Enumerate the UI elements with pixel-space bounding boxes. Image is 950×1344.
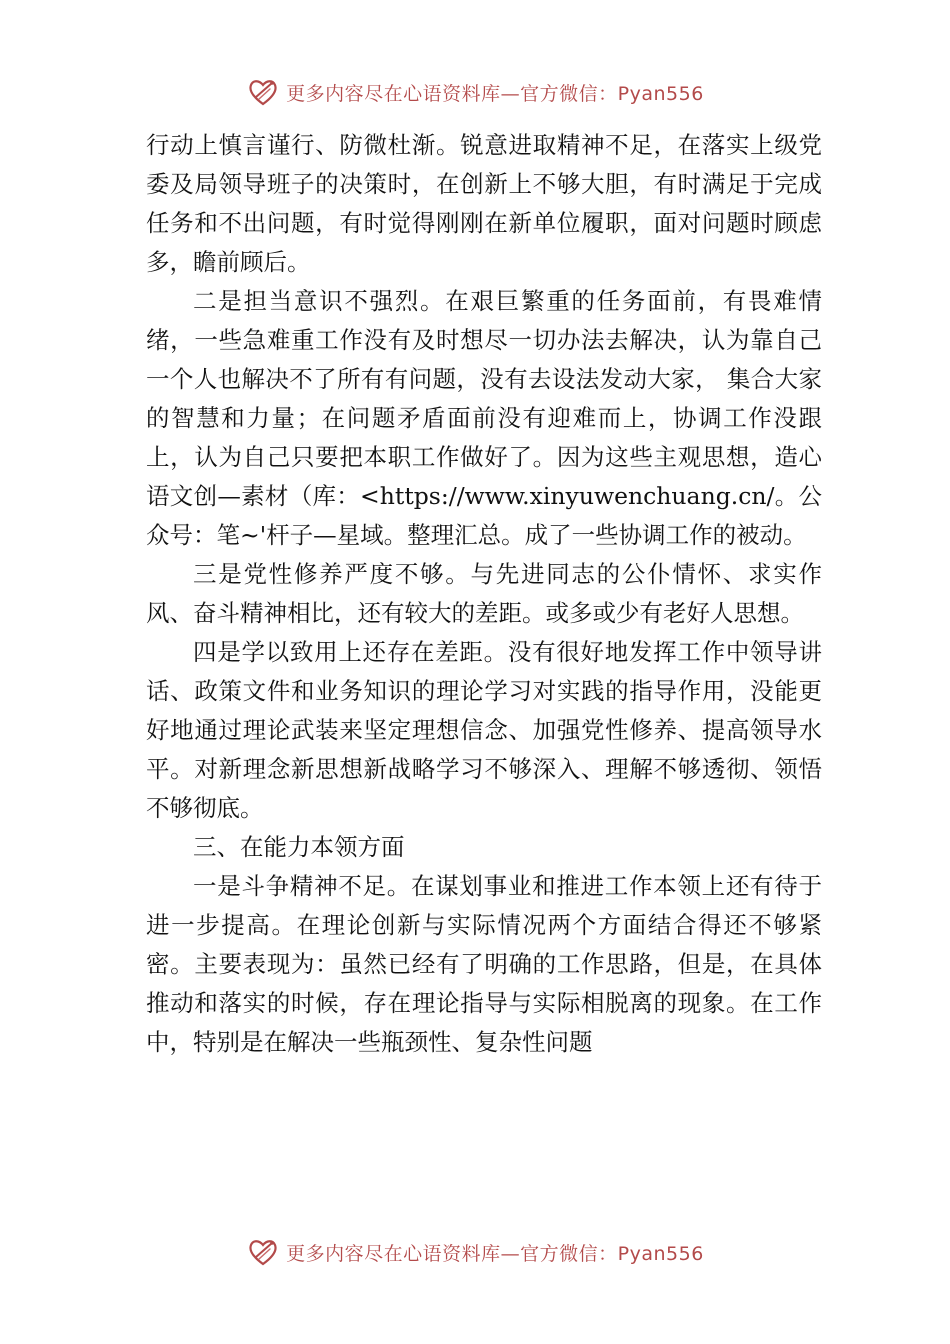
paragraph-1: 行动上慎言谨行、防微杜渐。锐意进取精神不足，在落实上级党委及局领导班子的决策时，在创新上不够大胆，有时满足于完成任务和不出问题，有时觉得刚刚在新单位履职，面对问题时顾虑多，瞻前顾后。: [146, 131, 822, 276]
watermark-label: 更多内容尽在心语资料库—官方微信：: [286, 1242, 618, 1265]
section-heading: 三、在能力本领方面: [193, 833, 405, 861]
watermark-label: 更多内容尽在心语资料库—官方微信：: [286, 82, 618, 105]
document-body: [146, 126, 822, 1062]
paragraph-2: 二是担当意识不强烈。在艰巨繁重的任务面前，有畏难情绪，一些急难重工作没有及时想尽一切办法去解决，认为靠自己一个人也解决不了所有有问题，没有去设法发动大家， 集合大家的智慧和力量；在问题矛盾面前没有迎难而上，协调工作没跟上，认为自己只要把本职工作做好了。因为这些主观思想，造心语文创—素材（库：<https://www.xinyuwenchuang.cn/。公众号：笔~'杆子—星域。整理汇总。成了一些协调工作的被动。: [146, 287, 822, 549]
header-watermark: [0, 72, 950, 112]
watermark-wechat-id: Pyan556: [617, 1242, 704, 1265]
watermark-wechat-id: Pyan556: [617, 82, 704, 105]
paragraph-4: 四是学以致用上还存在差距。没有很好地发挥工作中领导讲话、政策文件和业务知识的理论学习对实践的指导作用，没能更好地通过理论武装来坚定理想信念、加强党性修养、提高领导水平。对新理念新思想新战略学习不够深入、理解不够透彻、领悟不够彻底。: [146, 638, 822, 822]
heart-logo-icon: [246, 75, 280, 109]
watermark-text: [286, 1239, 704, 1266]
footer-watermark: [0, 1232, 950, 1272]
paragraph-3: 三是党性修养严度不够。与先进同志的公仆情怀、求实作风、奋斗精神相比，还有较大的差距。或多或少有老好人思想。: [146, 560, 822, 627]
heart-logo-icon: [246, 1235, 280, 1269]
paragraph-5: 一是斗争精神不足。在谋划事业和推进工作本领上还有待于进一步提高。在理论创新与实际情况两个方面结合得还不够紧密。主要表现为：虽然已经有了明确的工作思路，但是，在具体推动和落实的时候，存在理论指导与实际相脱离的现象。在工作中，特别是在解决一些瓶颈性、复杂性问题: [146, 872, 822, 1056]
watermark-text: [286, 79, 704, 106]
